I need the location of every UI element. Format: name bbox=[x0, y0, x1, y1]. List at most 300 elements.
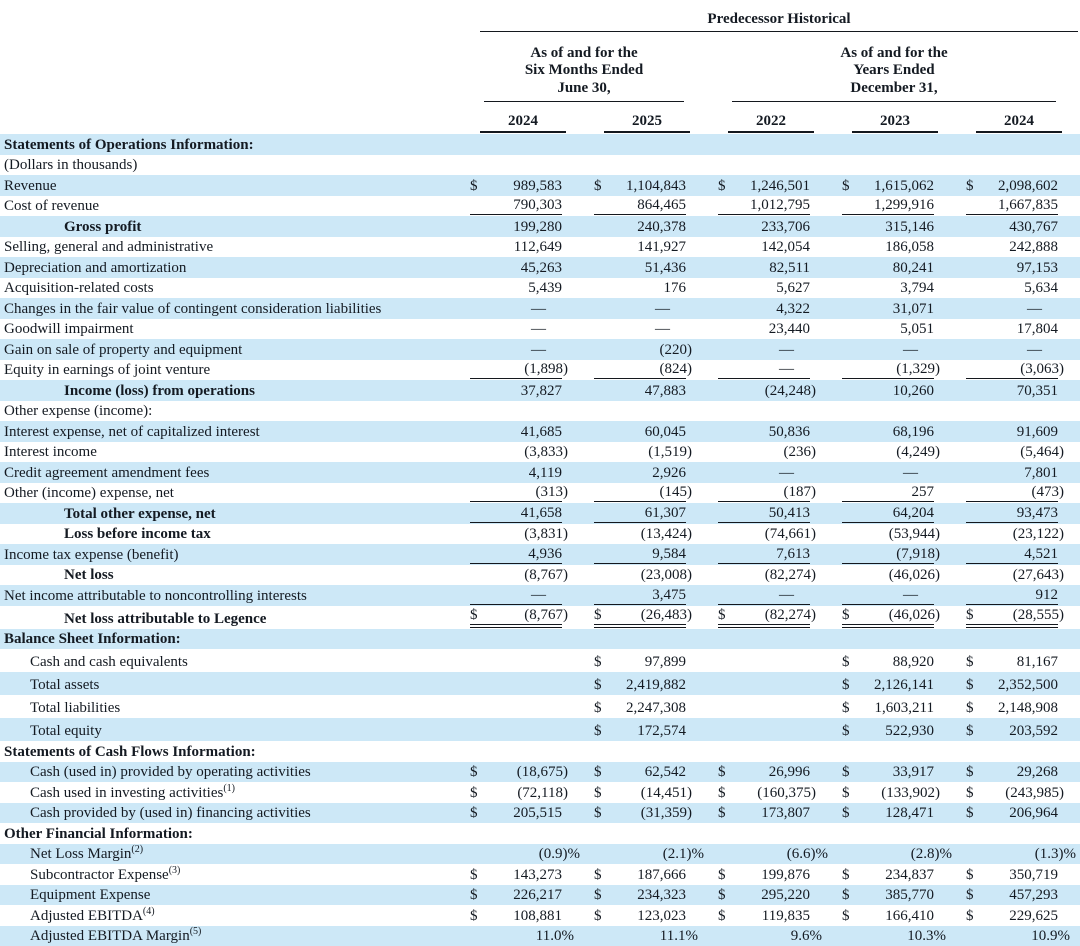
cell-value: 97,153 bbox=[1016, 259, 1058, 276]
table-row bbox=[0, 319, 1080, 340]
row-label-cell bbox=[0, 905, 460, 926]
cell-value: 295,220 bbox=[761, 887, 810, 903]
cell-value: — bbox=[531, 586, 546, 603]
currency-symbol: $ bbox=[842, 764, 850, 780]
currency-symbol: $ bbox=[966, 723, 974, 739]
value-cell bbox=[584, 649, 708, 672]
value-cell bbox=[832, 360, 956, 381]
cell-value: 7,801 bbox=[1024, 464, 1058, 481]
value-cell bbox=[832, 565, 956, 586]
footnote-reference: (2) bbox=[131, 844, 144, 855]
table-row bbox=[0, 257, 1080, 278]
cell-value: 5,627 bbox=[776, 280, 810, 296]
currency-symbol: $ bbox=[966, 784, 974, 801]
row-label-cell bbox=[0, 782, 460, 803]
value-cell bbox=[956, 442, 1080, 463]
row-label-cell bbox=[0, 544, 460, 565]
currency-symbol: $ bbox=[966, 177, 974, 194]
financial-summary-table bbox=[0, 4, 1080, 946]
value-cell bbox=[584, 544, 708, 565]
value-cell bbox=[584, 196, 708, 217]
cell-value: (473) bbox=[1031, 484, 1064, 500]
cell-value: (24,248) bbox=[764, 382, 816, 399]
cell-value: (1.3)% bbox=[1034, 846, 1076, 862]
row-label: Statements of Operations Information: bbox=[4, 136, 254, 153]
value-cell bbox=[832, 926, 956, 946]
currency-symbol: $ bbox=[594, 606, 602, 623]
table-row bbox=[0, 864, 1080, 885]
row-label-cell bbox=[0, 462, 460, 483]
cell-value: (23,122) bbox=[1012, 526, 1064, 542]
cell-value: 9.6% bbox=[790, 928, 822, 944]
value-cell bbox=[708, 565, 832, 586]
cell-value: (5,464) bbox=[1020, 444, 1064, 460]
value-cell bbox=[584, 237, 708, 258]
row-label: Total assets bbox=[30, 677, 100, 693]
value-cell bbox=[708, 196, 832, 217]
value-cell bbox=[708, 401, 832, 422]
period-group-label: As of and for the Years Ended December 31, bbox=[732, 45, 1056, 103]
value-cell bbox=[832, 718, 956, 741]
row-label-cell bbox=[0, 524, 460, 545]
currency-symbol: $ bbox=[470, 606, 478, 623]
row-label-cell bbox=[0, 926, 460, 946]
currency-symbol: $ bbox=[966, 606, 974, 623]
row-label-cell bbox=[0, 257, 460, 278]
cell-value: (824) bbox=[659, 361, 692, 377]
year-header-row bbox=[0, 102, 1080, 134]
row-label-cell bbox=[0, 483, 460, 504]
value-cell bbox=[708, 782, 832, 803]
table-row bbox=[0, 649, 1080, 672]
row-label-cell bbox=[0, 762, 460, 783]
value-cell bbox=[460, 155, 584, 176]
footnote-reference: (5) bbox=[189, 926, 202, 937]
predecessor-historical-header: Predecessor Historical bbox=[480, 10, 1078, 32]
cell-value: (8,767) bbox=[524, 606, 568, 623]
value-cell bbox=[956, 905, 1080, 926]
value-cell bbox=[584, 864, 708, 885]
cell-value: (4,249) bbox=[896, 444, 940, 460]
cell-value: 166,410 bbox=[885, 907, 934, 924]
year-column-label: 2023 bbox=[852, 112, 938, 133]
value-cell bbox=[584, 782, 708, 803]
row-label: Cash provided by (used in) financing activities bbox=[30, 805, 311, 821]
currency-symbol: $ bbox=[470, 866, 478, 883]
cell-value: 864,465 bbox=[637, 197, 686, 213]
table-header bbox=[0, 4, 1080, 134]
value-cell bbox=[460, 257, 584, 278]
year-column-label: 2025 bbox=[604, 112, 690, 133]
row-label-cell bbox=[0, 339, 460, 360]
row-label: Cash used in investing activities$^{(1)}$ bbox=[30, 782, 235, 801]
cell-value: (26,483) bbox=[640, 606, 692, 623]
year-column-label: 2024 bbox=[480, 112, 566, 133]
value-cell bbox=[956, 401, 1080, 422]
value-cell bbox=[956, 155, 1080, 176]
value-cell bbox=[956, 741, 1080, 762]
value-cell bbox=[708, 155, 832, 176]
row-label: Income tax expense (benefit) bbox=[4, 546, 179, 563]
value-cell bbox=[832, 695, 956, 718]
year-column-header-cell bbox=[832, 102, 956, 134]
value-cell bbox=[956, 926, 1080, 946]
value-cell bbox=[460, 905, 584, 926]
value-cell bbox=[832, 216, 956, 237]
row-label: Interest expense, net of capitalized interest bbox=[4, 423, 260, 440]
cell-value: 1,615,062 bbox=[874, 177, 934, 194]
cell-value: 5,439 bbox=[528, 280, 562, 296]
cell-value: (3,063) bbox=[1020, 361, 1064, 377]
value-cell bbox=[460, 695, 584, 718]
value-cell bbox=[708, 544, 832, 565]
value-cell bbox=[708, 606, 832, 629]
cell-value: 23,440 bbox=[768, 321, 810, 337]
value-cell bbox=[460, 718, 584, 741]
year-column-label: 2022 bbox=[728, 112, 814, 133]
cell-value: 128,471 bbox=[885, 805, 934, 821]
value-cell bbox=[584, 442, 708, 463]
table-row bbox=[0, 196, 1080, 217]
value-cell bbox=[956, 175, 1080, 196]
cell-value: (23,008) bbox=[640, 567, 692, 583]
table-row bbox=[0, 175, 1080, 196]
value-cell bbox=[956, 339, 1080, 360]
row-label-cell bbox=[0, 741, 460, 762]
currency-symbol: $ bbox=[594, 805, 602, 821]
cell-value: 97,899 bbox=[644, 654, 686, 670]
row-label-cell bbox=[0, 844, 460, 865]
cell-value: 142,054 bbox=[761, 239, 810, 255]
currency-symbol: $ bbox=[842, 805, 850, 821]
cell-value: 17,804 bbox=[1016, 321, 1058, 337]
cell-value: 234,323 bbox=[637, 887, 686, 903]
cell-value: 172,574 bbox=[637, 723, 686, 739]
cell-value: 176 bbox=[663, 280, 686, 296]
row-label: Net loss attributable to Legence bbox=[64, 610, 267, 627]
cell-value: (46,026) bbox=[888, 606, 940, 623]
row-label-cell bbox=[0, 803, 460, 824]
cell-value: 7,613 bbox=[776, 545, 810, 562]
table-row bbox=[0, 741, 1080, 762]
value-cell bbox=[584, 360, 708, 381]
cell-value: 123,023 bbox=[637, 907, 686, 924]
cell-value: 2,126,141 bbox=[874, 677, 934, 693]
value-cell bbox=[832, 823, 956, 844]
row-label: (Dollars in thousands) bbox=[4, 157, 138, 173]
row-label-cell bbox=[0, 585, 460, 606]
table-row bbox=[0, 360, 1080, 381]
value-cell bbox=[584, 606, 708, 629]
row-label: Net loss bbox=[64, 567, 114, 583]
value-cell bbox=[832, 524, 956, 545]
row-label: Adjusted EBITDA$^{(4)}$ bbox=[30, 905, 155, 924]
table-row bbox=[0, 782, 1080, 803]
currency-symbol: $ bbox=[470, 907, 478, 924]
currency-symbol: $ bbox=[842, 887, 850, 903]
cell-value: 912 bbox=[1035, 586, 1058, 603]
top-header-row bbox=[0, 4, 1080, 32]
row-label: Gain on sale of property and equipment bbox=[4, 341, 243, 358]
row-label: Credit agreement amendment fees bbox=[4, 464, 210, 481]
row-label-cell bbox=[0, 175, 460, 196]
table-row bbox=[0, 216, 1080, 237]
table-row bbox=[0, 905, 1080, 926]
year-header-spacer bbox=[0, 102, 460, 134]
currency-symbol: $ bbox=[594, 723, 602, 739]
table-row bbox=[0, 134, 1080, 155]
value-cell bbox=[460, 278, 584, 299]
value-cell bbox=[832, 905, 956, 926]
value-cell bbox=[584, 462, 708, 483]
currency-symbol: $ bbox=[966, 805, 974, 821]
row-label-cell bbox=[0, 421, 460, 442]
value-cell bbox=[956, 380, 1080, 401]
cell-value: 203,592 bbox=[1009, 723, 1058, 739]
value-cell bbox=[832, 585, 956, 606]
value-cell bbox=[832, 298, 956, 319]
cell-value: — bbox=[779, 464, 794, 481]
value-cell bbox=[584, 155, 708, 176]
currency-symbol: $ bbox=[842, 677, 850, 693]
currency-symbol: $ bbox=[470, 887, 478, 903]
currency-symbol: $ bbox=[718, 805, 726, 821]
value-cell bbox=[832, 606, 956, 629]
cell-value: (187) bbox=[783, 484, 816, 500]
cell-value: 350,719 bbox=[1009, 866, 1058, 883]
value-cell bbox=[832, 196, 956, 217]
cell-value: 81,167 bbox=[1016, 654, 1058, 670]
cell-value: 233,706 bbox=[761, 218, 810, 235]
cell-value: 226,217 bbox=[513, 887, 562, 903]
cell-value: 50,836 bbox=[768, 423, 810, 440]
value-cell bbox=[708, 462, 832, 483]
cell-value: 229,625 bbox=[1009, 907, 1058, 924]
value-cell bbox=[832, 421, 956, 442]
currency-symbol: $ bbox=[718, 606, 726, 623]
cell-value: 51,436 bbox=[644, 259, 686, 276]
cell-value: (82,274) bbox=[764, 567, 816, 583]
value-cell bbox=[460, 462, 584, 483]
value-cell bbox=[956, 421, 1080, 442]
value-cell bbox=[584, 339, 708, 360]
value-cell bbox=[956, 585, 1080, 606]
row-label-cell bbox=[0, 629, 460, 650]
value-cell bbox=[832, 483, 956, 504]
value-cell bbox=[956, 360, 1080, 381]
cell-value: 2,247,308 bbox=[626, 700, 686, 716]
row-label-cell bbox=[0, 649, 460, 672]
value-cell bbox=[956, 237, 1080, 258]
cell-value: (145) bbox=[659, 484, 692, 500]
cell-value: 62,542 bbox=[644, 764, 686, 780]
row-label-cell bbox=[0, 695, 460, 718]
row-label-cell bbox=[0, 298, 460, 319]
row-label-cell bbox=[0, 864, 460, 885]
currency-symbol: $ bbox=[470, 177, 478, 194]
value-cell bbox=[584, 421, 708, 442]
row-label-cell bbox=[0, 718, 460, 741]
currency-symbol: $ bbox=[842, 177, 850, 194]
top-header-cell bbox=[460, 4, 1080, 32]
row-label-cell bbox=[0, 885, 460, 906]
row-label-cell bbox=[0, 237, 460, 258]
cell-value: 1,667,835 bbox=[998, 197, 1058, 213]
row-label: Cost of revenue bbox=[4, 198, 99, 214]
row-label: Balance Sheet Information: bbox=[4, 631, 181, 647]
cell-value: 41,685 bbox=[520, 423, 562, 440]
value-cell bbox=[832, 629, 956, 650]
value-cell bbox=[584, 695, 708, 718]
currency-symbol: $ bbox=[718, 866, 726, 883]
table-row bbox=[0, 844, 1080, 865]
currency-symbol: $ bbox=[966, 887, 974, 903]
value-cell bbox=[460, 380, 584, 401]
cell-value: 2,148,908 bbox=[998, 700, 1058, 716]
table-row bbox=[0, 237, 1080, 258]
year-column-header-cell bbox=[460, 102, 584, 134]
row-label: Acquisition-related costs bbox=[4, 280, 154, 296]
table-row bbox=[0, 585, 1080, 606]
cell-value: — bbox=[655, 300, 670, 317]
currency-symbol: $ bbox=[594, 700, 602, 716]
row-label-cell bbox=[0, 319, 460, 340]
cell-value: 522,930 bbox=[885, 723, 934, 739]
cell-value: 385,770 bbox=[885, 887, 934, 903]
value-cell bbox=[832, 339, 956, 360]
cell-value: 47,883 bbox=[644, 382, 686, 399]
row-label: Changes in the fair value of contingent consideration liabilities bbox=[4, 300, 382, 317]
value-cell bbox=[708, 380, 832, 401]
table-row bbox=[0, 155, 1080, 176]
table-row bbox=[0, 503, 1080, 524]
value-cell bbox=[460, 175, 584, 196]
value-cell bbox=[956, 216, 1080, 237]
cell-value: 108,881 bbox=[513, 907, 562, 924]
value-cell bbox=[832, 864, 956, 885]
value-cell bbox=[460, 885, 584, 906]
value-cell bbox=[460, 649, 584, 672]
currency-symbol: $ bbox=[966, 700, 974, 716]
value-cell bbox=[460, 237, 584, 258]
table-row bbox=[0, 278, 1080, 299]
cell-value: 33,917 bbox=[892, 764, 934, 780]
value-cell bbox=[460, 196, 584, 217]
value-cell bbox=[708, 319, 832, 340]
cell-value: 989,583 bbox=[513, 177, 562, 194]
currency-symbol: $ bbox=[842, 866, 850, 883]
value-cell bbox=[832, 278, 956, 299]
year-column-header-cell bbox=[956, 102, 1080, 134]
value-cell bbox=[584, 629, 708, 650]
cell-value: (2.1)% bbox=[662, 846, 704, 862]
value-cell bbox=[708, 672, 832, 695]
currency-symbol: $ bbox=[594, 907, 602, 924]
value-cell bbox=[584, 216, 708, 237]
value-cell bbox=[584, 175, 708, 196]
period-group-header-row bbox=[0, 32, 1080, 102]
value-cell bbox=[832, 672, 956, 695]
value-cell bbox=[460, 216, 584, 237]
cell-value: (18,675) bbox=[516, 764, 568, 780]
value-cell bbox=[956, 483, 1080, 504]
value-cell bbox=[832, 844, 956, 865]
currency-symbol: $ bbox=[842, 654, 850, 670]
cell-value: 91,609 bbox=[1016, 423, 1058, 440]
value-cell bbox=[460, 585, 584, 606]
value-cell bbox=[460, 483, 584, 504]
value-cell bbox=[460, 401, 584, 422]
value-cell bbox=[460, 864, 584, 885]
currency-symbol: $ bbox=[718, 784, 726, 801]
row-label-cell bbox=[0, 606, 460, 629]
row-label: Other Financial Information: bbox=[4, 825, 193, 842]
cell-value: 141,927 bbox=[637, 239, 686, 255]
cell-value: 9,584 bbox=[652, 545, 686, 562]
row-label: Statements of Cash Flows Information: bbox=[4, 743, 256, 760]
cell-value: 4,322 bbox=[776, 300, 810, 317]
row-label-cell bbox=[0, 401, 460, 422]
cell-value: 37,827 bbox=[520, 382, 562, 399]
currency-symbol: $ bbox=[966, 907, 974, 924]
value-cell bbox=[956, 196, 1080, 217]
table-row bbox=[0, 442, 1080, 463]
value-cell bbox=[956, 462, 1080, 483]
value-cell bbox=[708, 741, 832, 762]
value-cell bbox=[832, 319, 956, 340]
cell-value: 4,936 bbox=[528, 545, 562, 562]
table-row bbox=[0, 462, 1080, 483]
footnote-reference: (3) bbox=[168, 864, 181, 876]
value-cell bbox=[832, 462, 956, 483]
value-cell bbox=[460, 319, 584, 340]
footnote-reference: (1) bbox=[223, 782, 235, 794]
cell-value: (3,831) bbox=[524, 526, 568, 542]
cell-value: 315,146 bbox=[885, 218, 934, 235]
cell-value: 430,767 bbox=[1009, 218, 1058, 235]
cell-value: 82,511 bbox=[769, 259, 810, 276]
cell-value: 186,058 bbox=[885, 239, 934, 255]
value-cell bbox=[832, 175, 956, 196]
value-cell bbox=[956, 257, 1080, 278]
value-cell bbox=[584, 718, 708, 741]
cell-value: (243,985) bbox=[1005, 784, 1064, 801]
value-cell bbox=[708, 442, 832, 463]
value-cell bbox=[460, 298, 584, 319]
cell-value: (3,833) bbox=[524, 444, 568, 460]
cell-value: 68,196 bbox=[892, 423, 934, 440]
table-row bbox=[0, 695, 1080, 718]
period-group-header-cell bbox=[460, 32, 708, 102]
value-cell bbox=[956, 844, 1080, 865]
value-cell bbox=[584, 134, 708, 155]
row-label: Equity in earnings of joint venture bbox=[4, 362, 211, 378]
currency-symbol: $ bbox=[718, 764, 726, 780]
cell-value: (220) bbox=[659, 341, 692, 358]
cell-value: (133,902) bbox=[881, 784, 940, 801]
cell-value: 3,475 bbox=[652, 586, 686, 603]
table-row bbox=[0, 421, 1080, 442]
currency-symbol: $ bbox=[594, 177, 602, 194]
cell-value: 10,260 bbox=[892, 382, 934, 399]
value-cell bbox=[708, 629, 832, 650]
cell-value: 234,837 bbox=[885, 866, 934, 883]
cell-value: — bbox=[1027, 341, 1042, 358]
row-label-cell bbox=[0, 196, 460, 217]
cell-value: 119,835 bbox=[761, 907, 810, 924]
value-cell bbox=[832, 401, 956, 422]
currency-symbol: $ bbox=[842, 700, 850, 716]
